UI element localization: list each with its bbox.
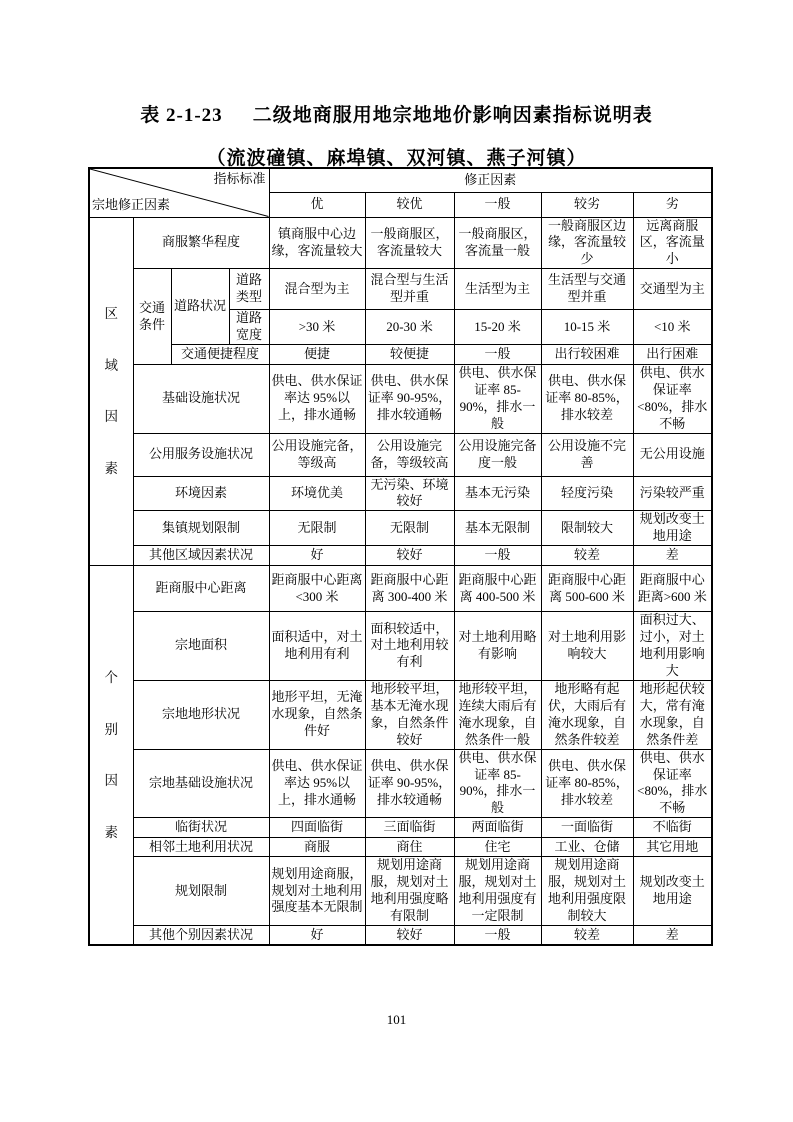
cell-prosperity-4: 一般商服区边缘，客流量较少 — [541, 217, 633, 269]
cell-parcel-area-4: 对土地利用影响较大 — [541, 612, 633, 681]
cell-road-width-4: 10-15 米 — [541, 310, 633, 345]
cell-environment-2: 无污染、环境较好 — [365, 476, 454, 511]
cell-distance-4: 距商服中心距离 500-600 米 — [541, 566, 633, 612]
cell-road-type-5: 交通型为主 — [633, 269, 712, 310]
cell-parcel-infra-3: 供电、供水保证率 85-90%，排水一般 — [454, 749, 541, 818]
row-label-parcel-infrastructure: 宗地基础设施状况 — [133, 749, 269, 818]
cell-adjacent-1: 商服 — [269, 838, 365, 857]
grade-header-fairly-poor: 较劣 — [541, 192, 633, 217]
cell-terrain-1: 地形平坦，无淹水现象，自然条件好 — [269, 680, 365, 749]
cell-public-services-3: 公用设施完备度一般 — [454, 433, 541, 476]
cell-infrastructure-4: 供电、供水保证率 80-85%，排水较差 — [541, 364, 633, 433]
cell-infrastructure-2: 供电、供水保证率 90-95%，排水较通畅 — [365, 364, 454, 433]
cell-convenience-5: 出行困难 — [633, 344, 712, 364]
cell-frontage-3: 两面临街 — [454, 818, 541, 838]
cell-convenience-1: 便捷 — [269, 344, 365, 364]
cell-convenience-2: 较便捷 — [365, 344, 454, 364]
cell-convenience-4: 出行较困难 — [541, 344, 633, 364]
corner-label-indicator-standard: 指标标准 — [213, 171, 266, 186]
row-label-distance-to-center: 距商服中心距离 — [133, 566, 269, 612]
grade-header-average: 一般 — [454, 192, 541, 217]
grade-header-fairly-good: 较优 — [365, 192, 454, 217]
cell-other-regional-4: 较差 — [541, 546, 633, 566]
page-subtitle: （流波䃥镇、麻埠镇、双河镇、燕子河镇） — [206, 148, 587, 169]
cell-environment-5: 污染较严重 — [633, 476, 712, 511]
row-label-planning-restriction: 规划限制 — [133, 857, 269, 926]
cell-infrastructure-1: 供电、供水保证率达 95%以上，排水通畅 — [269, 364, 365, 433]
cell-terrain-4: 地形略有起伏，大雨后有淹水现象，自然条件较差 — [541, 680, 633, 749]
cell-public-services-2: 公用设施完备，等级较高 — [365, 433, 454, 476]
cell-road-type-4: 生活型与交通型并重 — [541, 269, 633, 310]
cell-town-planning-4: 限制较大 — [541, 511, 633, 546]
cell-adjacent-3: 住宅 — [454, 838, 541, 857]
cell-frontage-4: 一面临街 — [541, 818, 633, 838]
cell-infrastructure-3: 供电、供水保证率 85-90%，排水一般 — [454, 364, 541, 433]
cell-distance-3: 距商服中心距离 400-500 米 — [454, 566, 541, 612]
cell-road-type-2: 混合型与生活型并重 — [365, 269, 454, 310]
cell-other-regional-3: 一般 — [454, 546, 541, 566]
cell-parcel-infra-4: 供电、供水保证率 80-85%，排水较差 — [541, 749, 633, 818]
cell-environment-4: 轻度污染 — [541, 476, 633, 511]
cell-frontage-2: 三面临街 — [365, 818, 454, 838]
cell-other-individual-5: 差 — [633, 925, 712, 945]
cell-other-regional-1: 好 — [269, 546, 365, 566]
cell-other-individual-1: 好 — [269, 925, 365, 945]
cell-environment-1: 环境优美 — [269, 476, 365, 511]
cell-public-services-1: 公用设施完备，等级高 — [269, 433, 365, 476]
cell-convenience-3: 一般 — [454, 344, 541, 364]
cell-planning-3: 规划用途商服，规划对土地利用强度有一定限制 — [454, 857, 541, 926]
cell-parcel-area-3: 对土地利用略有影响 — [454, 612, 541, 681]
table-number: 表 2-1-23 — [140, 105, 223, 126]
cell-distance-5: 距商服中心距离>600 米 — [633, 566, 712, 612]
row-label-parcel-area: 宗地面积 — [133, 612, 269, 681]
header-correction-factor-group: 修正因素 — [269, 168, 712, 192]
row-label-other-regional-factors: 其他区域因素状况 — [133, 546, 269, 566]
cell-other-individual-2: 较好 — [365, 925, 454, 945]
cell-road-width-3: 15-20 米 — [454, 310, 541, 345]
row-label-environment: 环境因素 — [133, 476, 269, 511]
cell-adjacent-5: 其它用地 — [633, 838, 712, 857]
cell-planning-1: 规划用途商服，规划对土地利用强度基本无限制 — [269, 857, 365, 926]
cell-other-individual-3: 一般 — [454, 925, 541, 945]
grade-header-poor: 劣 — [633, 192, 712, 217]
cell-distance-1: 距商服中心距离<300 米 — [269, 566, 365, 612]
cell-road-type-3: 生活型为主 — [454, 269, 541, 310]
cell-prosperity-5: 远离商服区，客流量小 — [633, 217, 712, 269]
cell-parcel-area-1: 面积适中，对土地利用有利 — [269, 612, 365, 681]
row-label-traffic-conditions: 交通条件 — [133, 269, 171, 365]
row-label-other-individual-factors: 其他个别因素状况 — [133, 925, 269, 945]
cell-other-regional-2: 较好 — [365, 546, 454, 566]
row-label-traffic-convenience: 交通便捷程度 — [171, 344, 269, 364]
cell-terrain-2: 地形较平坦，基本无淹水现象，自然条件较好 — [365, 680, 454, 749]
cell-prosperity-2: 一般商服区，客流量较大 — [365, 217, 454, 269]
row-label-infrastructure: 基础设施状况 — [133, 364, 269, 433]
cell-road-width-5: <10 米 — [633, 310, 712, 345]
table-title-text: 二级地商服用地宗地地价影响因素指标说明表 — [252, 105, 653, 126]
cell-town-planning-5: 规划改变土地用途 — [633, 511, 712, 546]
cell-parcel-area-5: 面积过大、过小，对土地利用影响大 — [633, 612, 712, 681]
cell-environment-3: 基本无污染 — [454, 476, 541, 511]
cell-frontage-5: 不临街 — [633, 818, 712, 838]
cell-planning-2: 规划用途商服，规划对土地利用强度略有限制 — [365, 857, 454, 926]
cell-road-width-1: >30 米 — [269, 310, 365, 345]
cell-planning-5: 规划改变土地用途 — [633, 857, 712, 926]
row-label-commercial-prosperity: 商服繁华程度 — [133, 217, 269, 269]
row-label-road-width: 道路宽度 — [229, 310, 269, 345]
cell-frontage-1: 四面临街 — [269, 818, 365, 838]
cell-planning-4: 规划用途商服，规划对土地利用强度限制较大 — [541, 857, 633, 926]
corner-header-cell — [89, 168, 269, 217]
row-label-street-frontage: 临街状况 — [133, 818, 269, 838]
section-label-individual-factors: 个 别 因 素 — [89, 566, 133, 946]
factors-table — [88, 167, 713, 946]
cell-infrastructure-5: 供电、供水保证率<80%，排水不畅 — [633, 364, 712, 433]
cell-public-services-4: 公用设施不完善 — [541, 433, 633, 476]
row-label-public-services: 公用服务设施状况 — [133, 433, 269, 476]
cell-prosperity-3: 一般商服区，客流量一般 — [454, 217, 541, 269]
row-label-road-status: 道路状况 — [171, 269, 229, 345]
cell-prosperity-1: 镇商服中心边缘，客流量较大 — [269, 217, 365, 269]
cell-town-planning-1: 无限制 — [269, 511, 365, 546]
row-label-road-type: 道路类型 — [229, 269, 269, 310]
cell-adjacent-4: 工业、仓储 — [541, 838, 633, 857]
cell-other-regional-5: 差 — [633, 546, 712, 566]
corner-label-parcel-correction-factor: 宗地修正因素 — [92, 196, 171, 212]
cell-parcel-infra-1: 供电、供水保证率达 95%以上，排水通畅 — [269, 749, 365, 818]
cell-parcel-infra-5: 供电、供水保证率<80%，排水不畅 — [633, 749, 712, 818]
cell-road-type-1: 混合型为主 — [269, 269, 365, 310]
cell-town-planning-2: 无限制 — [365, 511, 454, 546]
cell-parcel-area-2: 面积较适中，对土地利用较有利 — [365, 612, 454, 681]
row-label-adjacent-land-use: 相邻土地利用状况 — [133, 838, 269, 857]
cell-road-width-2: 20-30 米 — [365, 310, 454, 345]
row-label-town-planning-restriction: 集镇规划限制 — [133, 511, 269, 546]
cell-public-services-5: 无公用设施 — [633, 433, 712, 476]
grade-header-excellent: 优 — [269, 192, 365, 217]
cell-town-planning-3: 基本无限制 — [454, 511, 541, 546]
cell-other-individual-4: 较差 — [541, 925, 633, 945]
section-label-regional-factors: 区 域 因 素 — [89, 217, 133, 566]
cell-terrain-5: 地形起伏较大，常有淹水现象，自然条件差 — [633, 680, 712, 749]
row-label-parcel-terrain: 宗地地形状况 — [133, 680, 269, 749]
cell-adjacent-2: 商住 — [365, 838, 454, 857]
cell-parcel-infra-2: 供电、供水保证率 90-95%，排水较通畅 — [365, 749, 454, 818]
page-title — [0, 0, 793, 127]
page-number: 101 — [386, 1012, 407, 1027]
cell-terrain-3: 地形较平坦，连续大雨后有淹水现象，自然条件一般 — [454, 680, 541, 749]
cell-distance-2: 距商服中心距离 300-400 米 — [365, 566, 454, 612]
